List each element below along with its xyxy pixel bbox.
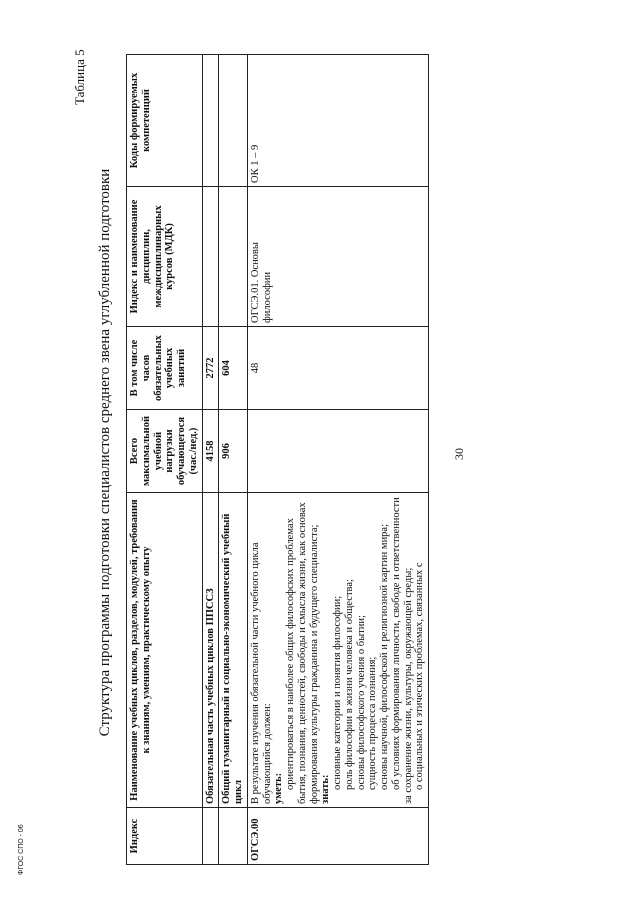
table-heading: Структура программы подготовки специалистов среднего звена углубленной подготовки [97, 168, 113, 737]
knowledge-item: роль философии в жизни человека и общества; [343, 579, 355, 790]
cell-mandatory-required: 2772 [202, 327, 219, 410]
knowledge-item: основы философского учения о бытии; [355, 615, 367, 790]
cell-empty [219, 187, 248, 327]
table-row-course [247, 55, 428, 865]
knowledge-item: о социальных и этических проблемах, связанных с [414, 562, 426, 790]
cell-course-discipline: ОГСЭ.01. Основы философии [247, 187, 428, 327]
cell-empty [202, 55, 219, 187]
header-total: Всего максимальной учебной нагрузки обучающегося (час./нед.) [127, 410, 203, 493]
cell-empty [219, 808, 248, 865]
cell-course-competencies: ОК 1 – 9 [247, 55, 428, 187]
knowledge-item: сущность процесса познания; [367, 656, 379, 790]
table-row-mandatory [202, 55, 219, 865]
table-row-cycle [219, 55, 248, 865]
knowledge-item: основные категории и понятия философии; [332, 595, 343, 790]
cell-cycle-total: 906 [219, 410, 248, 493]
header-discipline: Индекс и наименование дисциплин, междисциплинарных курсов (МДК) [127, 187, 203, 327]
cell-empty [219, 55, 248, 187]
cell-course-required: 48 [247, 327, 428, 410]
header-name: Наименование учебных циклов, разделов, модулей, требования к знаниям, умениям, практическому опыту [127, 493, 203, 808]
cell-mandatory-total: 4158 [202, 410, 219, 493]
requirements-intro: В результате изучения обязательной части учебного цикла обучающийся должен: [249, 542, 273, 804]
header-competencies: Коды формируемых компетенций [127, 55, 203, 187]
cell-mandatory-name: Обязательная часть учебных циклов ППССЗ [202, 493, 219, 808]
cell-empty [202, 187, 219, 327]
cell-course-requirements [247, 493, 428, 808]
header-index: Индекс [127, 808, 203, 865]
cell-cycle-name: Общий гуманитарный и социально-экономический учебный цикл [219, 493, 248, 808]
cell-course-total [247, 410, 428, 493]
footer-text: ФГОС СПО - 06 [18, 824, 25, 875]
skills-label: уметь: [273, 772, 285, 804]
page-number: 30 [452, 448, 466, 460]
program-structure-table [126, 54, 429, 865]
knowledge-label: знать: [320, 774, 332, 804]
cell-empty [202, 808, 219, 865]
header-required: В том числе часов обязательных учебных занятий [127, 327, 203, 410]
cell-course-index: ОГСЭ.00 [247, 808, 428, 865]
table-label: Таблица 5 [72, 49, 87, 105]
skills-text: ориентироваться в наиболее общих философских проблемах бытия, познания, ценностей, свободы и смысла жизни, как основах формирования культуры гражданина и будущего специалиста; [285, 502, 320, 804]
cell-cycle-required: 604 [219, 327, 248, 410]
knowledge-item: основы научной, философской и религиозной картин мира; [379, 523, 390, 790]
header-row [127, 55, 203, 865]
knowledge-item: об условиях формирования личности, свободе и ответственности за сохранение жизни, культуры, окружающей среды; [390, 497, 414, 804]
